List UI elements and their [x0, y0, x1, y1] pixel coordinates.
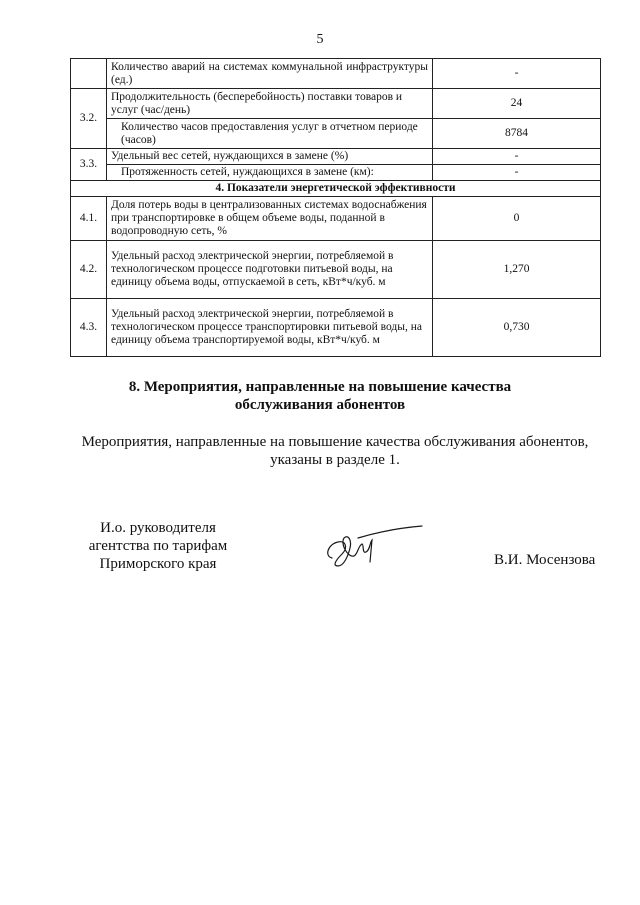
row-description: Доля потерь воды в централизованных системах водоснабжения при транспортировке в общем объеме воды, поданной в водопроводную сеть, %	[107, 197, 433, 241]
section-8-title	[0, 378, 640, 414]
section-8-title-line: 8. Мероприятия, направленные на повышение качества	[128, 379, 512, 395]
table-row	[71, 165, 601, 181]
page-number: 5	[316, 32, 324, 47]
table-row	[71, 89, 601, 119]
table-row	[71, 197, 601, 241]
row-description: Удельный расход электрической энергии, потребляемой в технологическом процессе подготовки питьевой воды, на единицу объема воды, отпускаемой в сеть, кВт*ч/куб. м	[107, 241, 433, 299]
row-description: Количество часов предоставления услуг в отчетном периоде (часов)	[107, 119, 433, 149]
row-value: 8784	[433, 119, 601, 149]
row-description: Протяженность сетей, нуждающихся в замене (км):	[107, 165, 433, 181]
row-value: -	[433, 149, 601, 165]
signer-name: В.И. Мосензова	[494, 552, 596, 568]
row-value: 0	[433, 197, 601, 241]
row-value: -	[433, 59, 601, 89]
table-section-row	[71, 181, 601, 197]
row-value: 1,270	[433, 241, 601, 299]
row-number	[71, 59, 107, 89]
table-row	[71, 241, 601, 299]
row-number: 4.3.	[71, 299, 107, 357]
handwritten-signature	[318, 518, 428, 578]
row-number: 3.2.	[71, 89, 107, 149]
signer-title	[78, 519, 238, 573]
table-row	[71, 59, 601, 89]
row-number: 3.3.	[71, 149, 107, 181]
row-description: Продолжительность (бесперебойность) поставки товаров и услуг (час/день)	[107, 89, 433, 119]
section-8-body-line: указаны в разделе 1.	[270, 452, 400, 468]
row-description: Количество аварий на системах коммунальной инфраструктуры (ед.)	[107, 59, 433, 89]
section-8-body-line: Мероприятия, направленные на повышение качества обслуживания абонентов,	[81, 434, 589, 450]
row-number: 4.2.	[71, 241, 107, 299]
row-number: 4.1.	[71, 197, 107, 241]
section-heading: 4. Показатели энергетической эффективности	[71, 181, 601, 197]
table-row	[71, 149, 601, 165]
row-description: Удельный вес сетей, нуждающихся в замене (%)	[107, 149, 433, 165]
row-value: 0,730	[433, 299, 601, 357]
indicators-table	[70, 58, 601, 357]
signer-title-line: Приморского края	[99, 556, 217, 572]
section-8-title-line: обслуживания абонентов	[234, 397, 406, 413]
signer-title-line: агентства по тарифам	[88, 538, 228, 554]
section-8-body	[70, 433, 600, 469]
signer-title-line: И.о. руководителя	[100, 520, 216, 536]
row-value: -	[433, 165, 601, 181]
table-row	[71, 119, 601, 149]
row-description: Удельный расход электрической энергии, потребляемой в технологическом процессе транспортировки питьевой воды, на единицу объема транспортируемой воды, кВт*ч/куб. м	[107, 299, 433, 357]
table-row	[71, 299, 601, 357]
row-value: 24	[433, 89, 601, 119]
